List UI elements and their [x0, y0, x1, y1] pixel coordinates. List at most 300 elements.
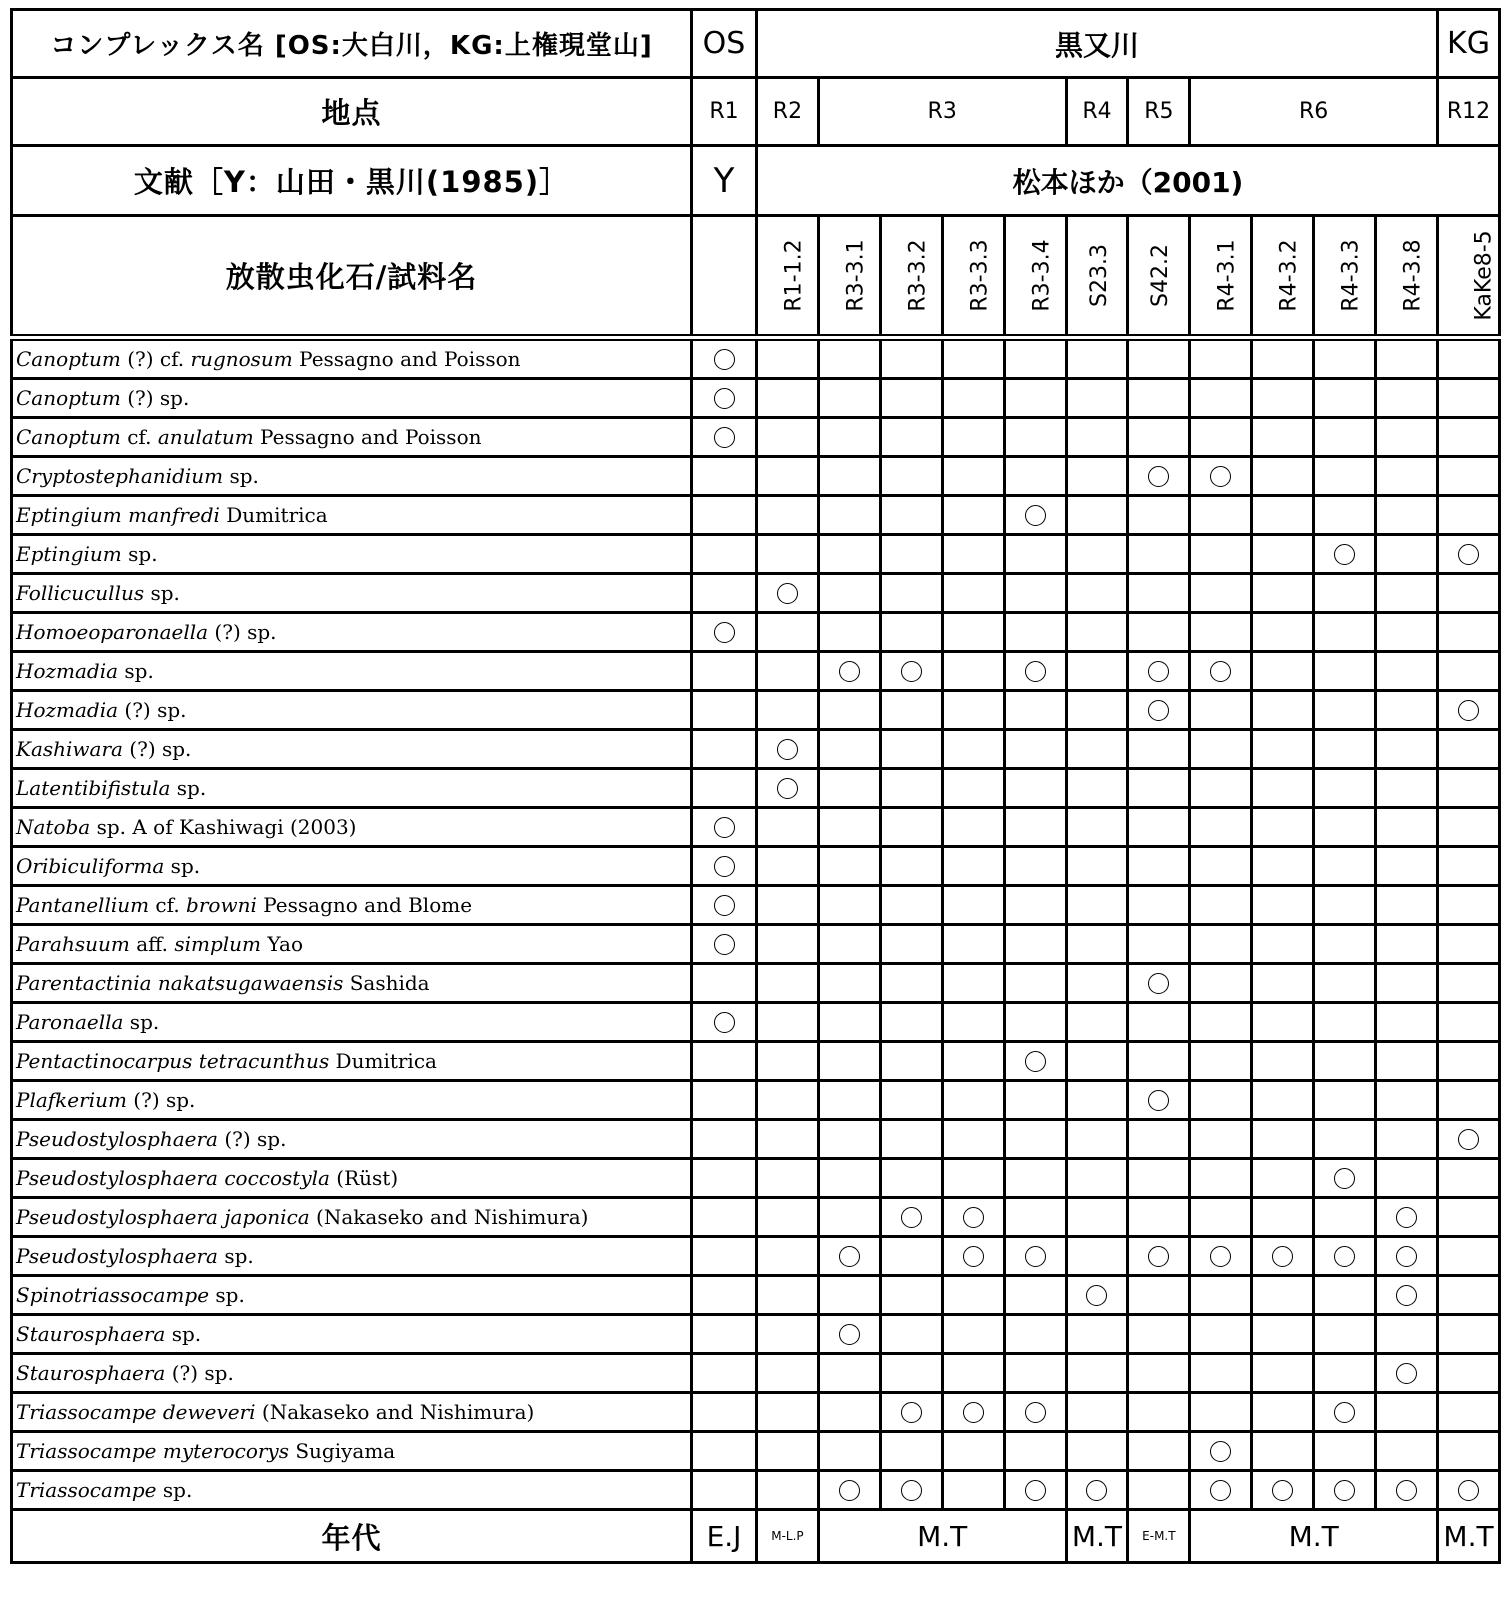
occurrence-cell [1314, 1042, 1376, 1081]
occurrence-cell [1376, 457, 1438, 496]
occurrence-cell [1004, 964, 1066, 1003]
occurrence-cell [1190, 925, 1252, 964]
occurrence-circle-icon [1396, 1480, 1417, 1501]
occurrence-circle-icon [839, 1324, 860, 1345]
taxon-genus: Hozmadia [16, 659, 119, 683]
occurrence-cell [1314, 769, 1376, 808]
occurrence-circle-icon [901, 1207, 922, 1228]
table-row [12, 1354, 1500, 1393]
taxon-name-cell [12, 847, 692, 886]
occurrence-cell [818, 925, 880, 964]
occurrence-cell [1438, 1237, 1500, 1276]
occurrence-cell [1128, 1237, 1190, 1276]
occurrence-cell [1314, 1081, 1376, 1120]
occurrence-cell [818, 847, 880, 886]
occurrence-cell [1128, 1120, 1190, 1159]
taxon-qualifier: (?) sp. [165, 1361, 234, 1385]
occurrence-cell [818, 338, 880, 379]
occurrence-cell [756, 574, 818, 613]
occurrence-cell [692, 925, 757, 964]
occurrence-cell [1066, 730, 1128, 769]
occurrence-cell [1314, 338, 1376, 379]
taxon-genus: Canoptum [16, 425, 121, 449]
occurrence-cell [1438, 847, 1500, 886]
occurrence-cell [1004, 535, 1066, 574]
taxon-name-cell [12, 769, 692, 808]
occurrence-cell [692, 1237, 757, 1276]
occurrence-cell [1128, 1003, 1190, 1042]
occurrence-cell [880, 338, 942, 379]
taxon-genus: Canoptum [16, 386, 121, 410]
occurrence-cell [880, 574, 942, 613]
occurrence-cell [1376, 1276, 1438, 1315]
taxon-name-cell [12, 691, 692, 730]
taxon-name-cell [12, 1354, 692, 1393]
occurrence-cell [692, 1471, 757, 1510]
occurrence-cell [942, 1159, 1004, 1198]
taxon-qualifier: sp. [121, 542, 158, 566]
occurrence-cell [1066, 925, 1128, 964]
occurrence-cell [1066, 1081, 1128, 1120]
occurrence-cell [1190, 1354, 1252, 1393]
occurrence-cell [1066, 1354, 1128, 1393]
taxon-name-cell [12, 496, 692, 535]
taxon-qualifier: sp. [223, 464, 259, 488]
occurrence-cell [1004, 418, 1066, 457]
occurrence-circle-icon [1025, 1051, 1046, 1072]
reference-header-label: 文献［Y：山田・黒川(1985)］ [12, 146, 692, 216]
occurrence-circle-icon [714, 934, 735, 955]
table-row [12, 338, 1500, 379]
occurrence-cell [1190, 1315, 1252, 1354]
occurrence-cell [942, 730, 1004, 769]
occurrence-cell [818, 1042, 880, 1081]
table-row [12, 1003, 1500, 1042]
taxon-qualifier: sp. [170, 776, 207, 800]
occurrence-circle-icon [714, 388, 735, 409]
occurrence-cell [756, 691, 818, 730]
occurrence-cell [1190, 338, 1252, 379]
sample-header-cell [942, 216, 1004, 338]
taxon-qualifier: (Nakaseko and Nishimura) [309, 1205, 589, 1229]
taxon-qualifier: (?) sp. [217, 1127, 287, 1151]
occurrence-cell [942, 808, 1004, 847]
occurrence-cell [1004, 496, 1066, 535]
occurrence-cell [692, 338, 757, 379]
occurrence-cell [756, 418, 818, 457]
occurrence-cell [1376, 1120, 1438, 1159]
taxon-name-cell [12, 1276, 692, 1315]
occurrence-cell [1376, 1042, 1438, 1081]
taxon-name-cell [12, 613, 692, 652]
occurrence-circle-icon [901, 661, 922, 682]
taxon-name-cell [12, 1432, 692, 1471]
occurrence-circle-icon [1458, 1129, 1479, 1150]
table-row [12, 1159, 1500, 1198]
occurrence-cell [1252, 808, 1314, 847]
occurrence-circle-icon [963, 1207, 984, 1228]
occurrence-cell [1004, 1120, 1066, 1159]
occurrence-cell [1252, 1003, 1314, 1042]
table-row [12, 964, 1500, 1003]
occurrence-cell [756, 964, 818, 1003]
occurrence-cell [1376, 964, 1438, 1003]
occurrence-cell [756, 1003, 818, 1042]
occurrence-circle-icon [1272, 1246, 1293, 1267]
sample-header-cell [1190, 216, 1252, 338]
occurrence-cell [1004, 925, 1066, 964]
occurrence-cell [692, 1003, 757, 1042]
occurrence-cell [1128, 1393, 1190, 1432]
occurrence-cell [1252, 1120, 1314, 1159]
occurrence-circle-icon [1148, 466, 1169, 487]
age-value: M.T [1438, 1510, 1500, 1563]
taxon-genus: Pseudostylosphaera [16, 1244, 218, 1268]
occurrence-cell [756, 730, 818, 769]
taxon-genus: Pseudostylosphaera coccostyla [16, 1166, 330, 1190]
occurrence-cell [1314, 1237, 1376, 1276]
occurrence-cell [692, 652, 757, 691]
occurrence-cell [692, 691, 757, 730]
occurrence-cell [1190, 1159, 1252, 1198]
occurrence-cell [692, 496, 757, 535]
occurrence-cell [1314, 886, 1376, 925]
occurrence-cell [692, 808, 757, 847]
taxon-qualifier: (?) sp. [120, 386, 190, 410]
occurrence-cell [1252, 1081, 1314, 1120]
taxon-author: Pessagno and Poisson [253, 425, 482, 449]
taxon-species: browni [186, 893, 257, 917]
occurrence-cell [1252, 535, 1314, 574]
occurrence-cell [880, 1276, 942, 1315]
site-r4: R4 [1066, 78, 1128, 146]
table-row [12, 1393, 1500, 1432]
occurrence-cell [1004, 652, 1066, 691]
occurrence-circle-icon [1272, 1480, 1293, 1501]
occurrence-cell [1438, 1471, 1500, 1510]
table-row [12, 496, 1500, 535]
occurrence-cell [692, 457, 757, 496]
occurrence-cell [692, 769, 757, 808]
occurrence-cell [818, 808, 880, 847]
taxon-genus: Eptingium [16, 542, 122, 566]
occurrence-cell [1004, 1159, 1066, 1198]
occurrence-cell [880, 1120, 942, 1159]
occurrence-cell [880, 613, 942, 652]
occurrence-cell [880, 1315, 942, 1354]
occurrence-cell [1438, 1198, 1500, 1237]
taxon-genus: Triassocampe myterocorys [16, 1439, 289, 1463]
occurrence-cell [1128, 496, 1190, 535]
occurrence-circle-icon [1334, 1480, 1355, 1501]
occurrence-cell [942, 1042, 1004, 1081]
sample-name: KaKe8-5 [1471, 230, 1497, 321]
occurrence-cell [1190, 769, 1252, 808]
occurrence-cell [1314, 1159, 1376, 1198]
site-r3: R3 [818, 78, 1066, 146]
taxon-genus: Natoba [16, 815, 91, 839]
occurrence-cell [818, 769, 880, 808]
occurrence-cell [1314, 1120, 1376, 1159]
occurrence-cell [1376, 730, 1438, 769]
sample-header-cell [756, 216, 818, 338]
occurrence-circle-icon [1210, 1480, 1231, 1501]
occurrence-circle-icon [714, 427, 735, 448]
table-row [12, 1042, 1500, 1081]
occurrence-cell [1252, 652, 1314, 691]
occurrence-cell [1190, 535, 1252, 574]
sample-name: R1-1.2 [781, 239, 807, 312]
table-row [12, 691, 1500, 730]
occurrence-cell [1252, 847, 1314, 886]
taxon-genus: Parahsuum [16, 932, 130, 956]
occurrence-cell [1066, 1315, 1128, 1354]
table-row [12, 613, 1500, 652]
occurrence-cell [1190, 1471, 1252, 1510]
occurrence-cell [1376, 613, 1438, 652]
occurrence-cell [1252, 769, 1314, 808]
occurrence-circle-icon [714, 349, 735, 370]
occurrence-cell [1190, 1432, 1252, 1471]
occurrence-cell [1004, 769, 1066, 808]
occurrence-cell [1376, 1393, 1438, 1432]
occurrence-cell [1066, 457, 1128, 496]
occurrence-cell [1314, 730, 1376, 769]
occurrence-cell [1066, 1042, 1128, 1081]
taxon-name-cell [12, 535, 692, 574]
complex-kg: KG [1438, 10, 1500, 78]
table-row [12, 652, 1500, 691]
occurrence-cell [692, 847, 757, 886]
occurrence-circle-icon [1086, 1285, 1107, 1306]
occurrence-cell [1128, 535, 1190, 574]
taxon-species: anulatum [157, 425, 254, 449]
taxon-genus: Triassocampe deweveri [16, 1400, 256, 1424]
sample-name: R4-3.1 [1214, 239, 1240, 312]
taxon-genus: Hozmadia [16, 698, 119, 722]
occurrence-cell [756, 1198, 818, 1237]
occurrence-cell [880, 925, 942, 964]
occurrence-cell [1314, 964, 1376, 1003]
occurrence-cell [1066, 1276, 1128, 1315]
occurrence-cell [1004, 1198, 1066, 1237]
occurrence-circle-icon [1458, 544, 1479, 565]
taxon-qualifier: Dumitrica [329, 1049, 437, 1073]
occurrence-cell [756, 808, 818, 847]
age-value: E.J [692, 1510, 757, 1563]
occurrence-cell [1128, 1354, 1190, 1393]
occurrence-cell [692, 613, 757, 652]
occurrence-cell [1252, 379, 1314, 418]
occurrence-cell [942, 769, 1004, 808]
occurrence-cell [818, 886, 880, 925]
occurrence-cell [1376, 1159, 1438, 1198]
taxon-qualifier: cf. [149, 893, 187, 917]
taxon-name-cell [12, 1003, 692, 1042]
taxon-qualifier: (?) sp. [122, 737, 192, 761]
occurrence-cell [1252, 574, 1314, 613]
table-row [12, 847, 1500, 886]
occurrence-cell [1376, 1081, 1438, 1120]
occurrence-cell [692, 1393, 757, 1432]
occurrence-cell [1066, 1432, 1128, 1471]
taxon-qualifier: (?) cf. [120, 347, 191, 371]
taxon-genus: Oribiculiforma [16, 854, 165, 878]
table-row [12, 925, 1500, 964]
fossil-occurrence-table [10, 8, 1501, 1564]
occurrence-cell [1128, 1159, 1190, 1198]
occurrence-cell [880, 769, 942, 808]
occurrence-cell [1314, 457, 1376, 496]
occurrence-cell [692, 886, 757, 925]
occurrence-cell [756, 652, 818, 691]
occurrence-cell [1128, 886, 1190, 925]
complex-row [12, 10, 1500, 78]
occurrence-cell [1004, 1003, 1066, 1042]
occurrence-cell [818, 1393, 880, 1432]
occurrence-circle-icon [1396, 1285, 1417, 1306]
taxon-qualifier: (?) sp. [118, 698, 187, 722]
occurrence-cell [1314, 847, 1376, 886]
occurrence-cell [1004, 338, 1066, 379]
taxon-name-cell [12, 1042, 692, 1081]
occurrence-cell [1314, 1393, 1376, 1432]
occurrence-cell [1376, 1237, 1438, 1276]
occurrence-circle-icon [777, 583, 798, 604]
occurrence-cell [756, 847, 818, 886]
sample-header-cell [1066, 216, 1128, 338]
occurrence-cell [1190, 418, 1252, 457]
occurrence-circle-icon [839, 661, 860, 682]
occurrence-cell [818, 1198, 880, 1237]
occurrence-cell [1190, 691, 1252, 730]
occurrence-cell [692, 1120, 757, 1159]
sample-header-cell [880, 216, 942, 338]
occurrence-cell [818, 418, 880, 457]
table-row [12, 769, 1500, 808]
occurrence-cell [1376, 496, 1438, 535]
occurrence-cell [942, 1198, 1004, 1237]
occurrence-circle-icon [1334, 1246, 1355, 1267]
occurrence-cell [692, 1315, 757, 1354]
taxon-genus: Paronaella [16, 1010, 124, 1034]
occurrence-cell [1252, 418, 1314, 457]
complex-header-label: コンプレックス名 [OS:大白川，KG:上権現堂山] [12, 10, 692, 78]
occurrence-cell [880, 1081, 942, 1120]
taxon-genus: Pantanellium [16, 893, 150, 917]
occurrence-cell [1066, 1003, 1128, 1042]
occurrence-cell [692, 1432, 757, 1471]
occurrence-cell [692, 418, 757, 457]
sample-header-cell [1376, 216, 1438, 338]
occurrence-cell [1252, 1198, 1314, 1237]
taxon-name-cell [12, 886, 692, 925]
occurrence-cell [1004, 457, 1066, 496]
occurrence-cell [818, 1315, 880, 1354]
taxon-author: Pessagno and Blome [256, 893, 473, 917]
occurrence-cell [942, 847, 1004, 886]
occurrence-cell [1438, 1120, 1500, 1159]
occurrence-circle-icon [1148, 1246, 1169, 1267]
occurrence-cell [1252, 613, 1314, 652]
occurrence-cell [1066, 1393, 1128, 1432]
taxon-genus: Triassocampe [16, 1478, 157, 1502]
taxon-qualifier: cf. [120, 425, 158, 449]
taxon-name-cell [12, 1198, 692, 1237]
taxon-name-cell [12, 808, 692, 847]
occurrence-cell [1376, 847, 1438, 886]
occurrence-cell [942, 1120, 1004, 1159]
occurrence-cell [1252, 1276, 1314, 1315]
taxon-qualifier: sp. [165, 1322, 202, 1346]
sample-name: R3-3.3 [967, 239, 993, 312]
occurrence-circle-icon [901, 1402, 922, 1423]
occurrence-cell [1252, 730, 1314, 769]
occurrence-cell [1376, 1198, 1438, 1237]
occurrence-cell [818, 1432, 880, 1471]
occurrence-cell [1252, 496, 1314, 535]
radiolarian-fossil-table-sheet [10, 8, 1501, 1603]
occurrence-cell [1066, 418, 1128, 457]
taxon-name-cell [12, 338, 692, 379]
occurrence-cell [1004, 691, 1066, 730]
taxon-qualifier: (?) sp. [208, 620, 277, 644]
taxon-name-cell [12, 730, 692, 769]
occurrence-circle-icon [1458, 1480, 1479, 1501]
occurrence-cell [1376, 1471, 1438, 1510]
occurrence-cell [1438, 769, 1500, 808]
occurrence-cell [818, 379, 880, 418]
occurrence-cell [1438, 338, 1500, 379]
occurrence-cell [1438, 1081, 1500, 1120]
sample-name: S23.3 [1086, 244, 1112, 307]
occurrence-cell [1314, 652, 1376, 691]
age-value: M.T [1066, 1510, 1128, 1563]
occurrence-cell [1438, 730, 1500, 769]
occurrence-cell [880, 1393, 942, 1432]
site-r12: R12 [1438, 78, 1500, 146]
site-r2: R2 [756, 78, 818, 146]
occurrence-cell [818, 964, 880, 1003]
occurrence-cell [942, 1276, 1004, 1315]
taxon-genus: Pentactinocarpus tetracunthus [16, 1049, 330, 1073]
occurrence-cell [942, 1315, 1004, 1354]
occurrence-cell [942, 379, 1004, 418]
table-row [12, 1315, 1500, 1354]
occurrence-cell [818, 496, 880, 535]
occurrence-cell [1004, 379, 1066, 418]
occurrence-cell [1128, 574, 1190, 613]
occurrence-circle-icon [714, 895, 735, 916]
occurrence-cell [1004, 1276, 1066, 1315]
occurrence-circle-icon [1025, 1246, 1046, 1267]
occurrence-circle-icon [1210, 1441, 1231, 1462]
occurrence-cell [880, 652, 942, 691]
occurrence-circle-icon [714, 856, 735, 877]
taxon-genus: Homoeoparonaella [16, 620, 209, 644]
occurrence-cell [1128, 613, 1190, 652]
taxon-qualifier: sp. [209, 1283, 245, 1307]
occurrence-cell [880, 1003, 942, 1042]
occurrence-cell [1066, 1237, 1128, 1276]
occurrence-cell [1314, 1432, 1376, 1471]
table-row [12, 1237, 1500, 1276]
occurrence-cell [1190, 1003, 1252, 1042]
occurrence-cell [1376, 338, 1438, 379]
occurrence-cell [756, 1042, 818, 1081]
occurrence-cell [1438, 457, 1500, 496]
sample-name: R3-3.4 [1029, 239, 1055, 312]
